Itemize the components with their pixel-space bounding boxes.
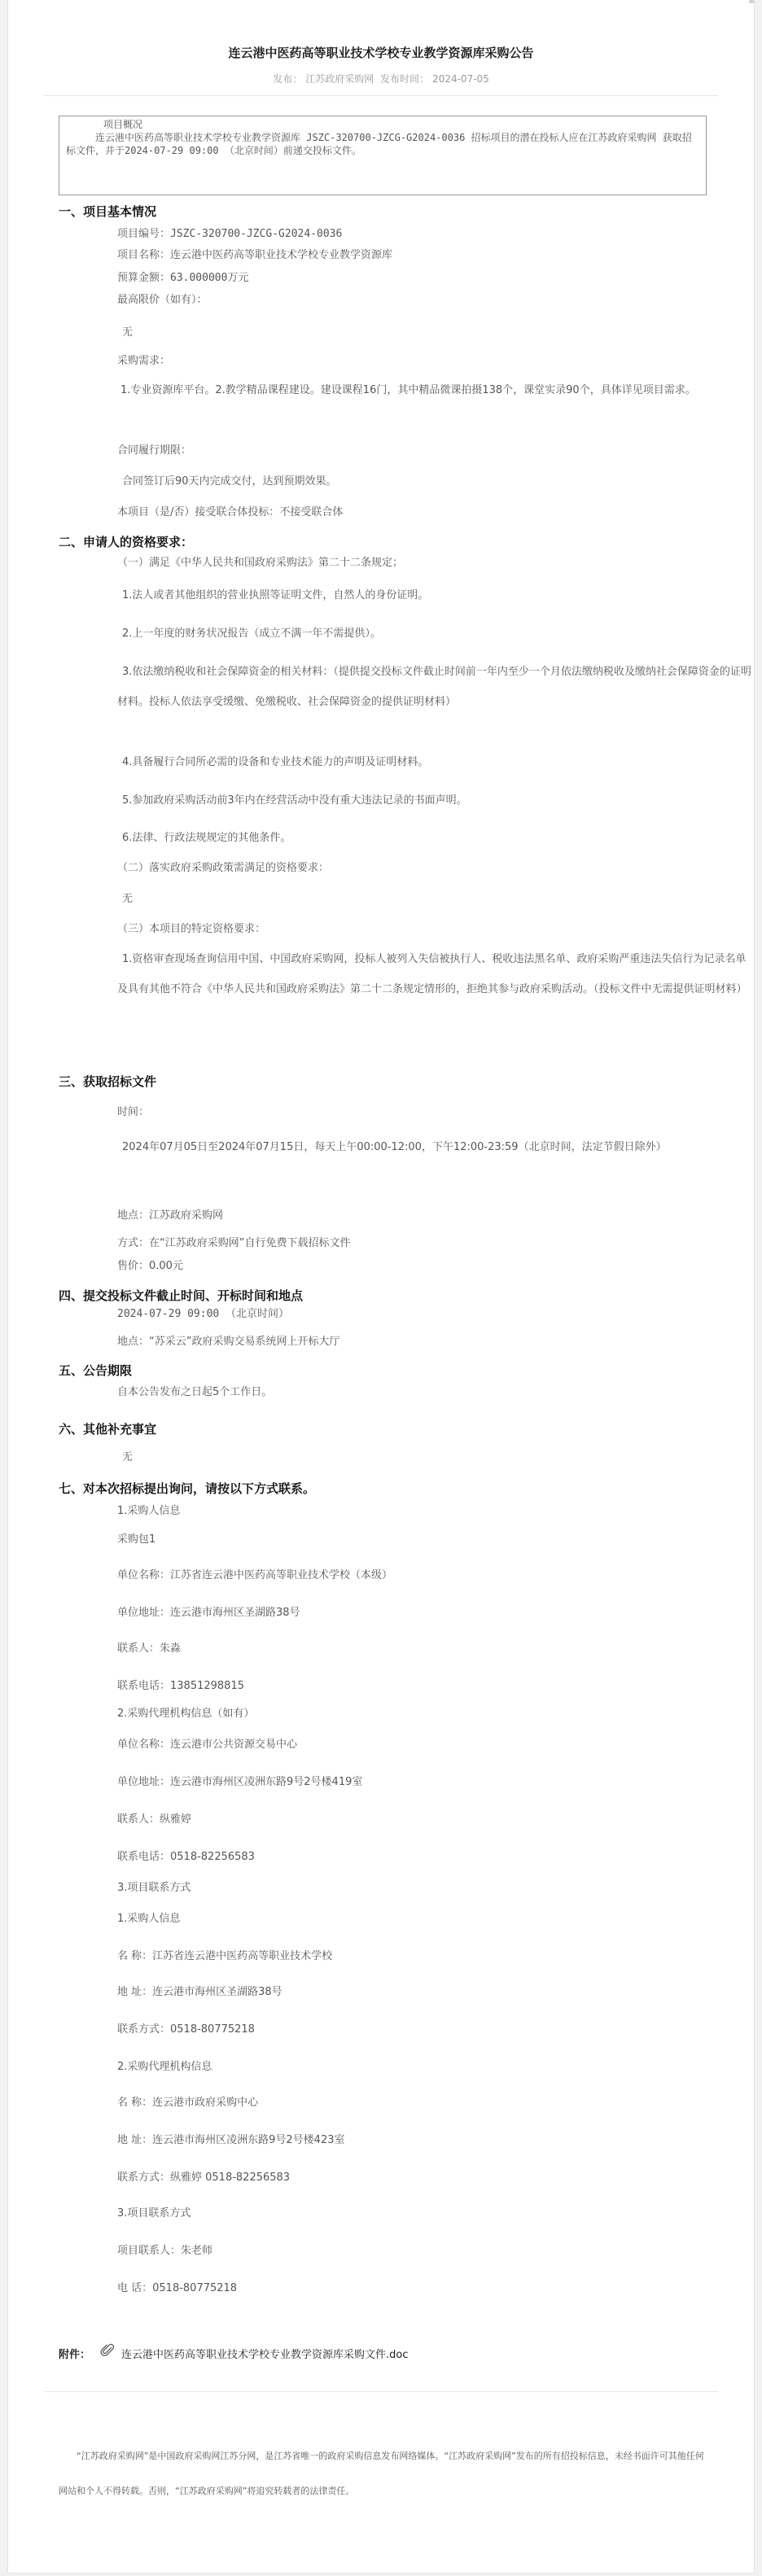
purchase-package: 采购包1 bbox=[117, 1533, 156, 1546]
deadline-time: 2024-07-29 09:00 （北京时间） bbox=[117, 1308, 290, 1320]
project-number: 项目编号：JSZC-320700-JZCG-G2024-0036 bbox=[117, 228, 343, 240]
deadline-place: 地点：“苏采云”政府采购交易系统网上开标大厅 bbox=[117, 1336, 340, 1348]
section-1-heading: 一、项目基本情况 bbox=[59, 204, 157, 219]
purchaser-unit: 单位名称：江苏省连云港中医药高等职业技术学校（本级） bbox=[117, 1569, 393, 1581]
summary-body: 连云港中医药高等职业技术学校专业教学资源库 JSZC-320700-JZCG-G2024-0036 招标项目的潜在投标人应在江苏政府采购网 获取招标文件，并于2024-07-29 09:00 （北京时间）前递交投标文件。 bbox=[66, 132, 692, 156]
contact-purchaser-phone: 联系方式：0518-80775218 bbox=[117, 2023, 255, 2036]
publish-time: 2024-07-05 bbox=[432, 73, 489, 85]
project-contact-phone: 电 话：0518-80775218 bbox=[117, 2282, 238, 2294]
publisher-label: 发布： bbox=[273, 73, 303, 85]
contract-label: 合同履行期限： bbox=[117, 444, 192, 457]
other-matters: 无 bbox=[122, 1451, 134, 1463]
attachment-label: 附件： bbox=[59, 2349, 91, 2361]
section-6-heading: 六、其他补充事宜 bbox=[59, 1422, 157, 1437]
scroll-indicator bbox=[749, 0, 754, 3]
attachment-file-link[interactable]: 连云港中医药高等职业技术学校专业教学资源库采购文件.doc bbox=[121, 2349, 409, 2361]
contact-block-agency-heading: 2.采购代理机构信息 bbox=[117, 2061, 212, 2073]
agency-contact: 联系人：纵雅婷 bbox=[117, 1813, 192, 1826]
qualification-item: 3.依法缴纳税收和社会保障资金的相关材料：（提供提交投标文件截止时间前一年内至少一个月依法缴纳税收及缴纳社会保障资金的证明材料。投标人依法享受缓缴、免缴税收、社会保障资金的提供证明材料） bbox=[117, 666, 751, 708]
contact-agency-phone: 联系方式：纵雅婷 0518-82256583 bbox=[117, 2171, 291, 2184]
contact-block-project-heading: 3.项目联系方式 bbox=[117, 2207, 191, 2220]
qualification-item: 6.法律、行政法规规定的其他条件。 bbox=[122, 832, 291, 844]
needs-text: 1.专业资源库平台。2.教学精品课程建设。建设课程16门，其中精品微课拍摄138个，课堂实录90个，具体详见项目需求。 bbox=[120, 384, 696, 396]
project-contact-heading: 3.项目联系方式 bbox=[117, 1882, 191, 1894]
paperclip-icon bbox=[100, 2342, 116, 2359]
needs-label: 采购需求： bbox=[117, 355, 171, 367]
contract-text: 合同签订后90天内完成交付，达到预期效果。 bbox=[122, 475, 337, 488]
section-7-heading: 七、对本次招标提出询问，请按以下方式联系。 bbox=[59, 1481, 316, 1496]
notice-meta bbox=[8, 72, 754, 85]
obtain-time: 2024年07月05日至2024年07月15日，每天上午00:00-12:00，下午12:00-23:59（北京时间，法定节假日除外） bbox=[122, 1141, 667, 1153]
section-4-heading: 四、提交投标文件截止时间、开标时间和地点 bbox=[59, 1288, 304, 1303]
qualification-item: 2.上一年度的财务状况报告（成立不满一年不需提供）。 bbox=[122, 628, 381, 640]
section-2-heading: 二、申请人的资格要求： bbox=[59, 535, 194, 549]
obtain-method: 方式：在“江苏政府采购网”自行免费下载招标文件 bbox=[117, 1237, 351, 1249]
publisher: 江苏政府采购网 bbox=[305, 73, 374, 85]
section-5-heading: 五、公告期限 bbox=[59, 1363, 133, 1378]
agency-unit: 单位名称：连云港市公共资源交易中心 bbox=[117, 1738, 298, 1751]
max-price-value: 无 bbox=[122, 326, 134, 339]
notice-page bbox=[7, 0, 755, 2574]
contact-purchaser-address: 地 址：连云港市海州区圣湖路38号 bbox=[117, 1986, 282, 1998]
contact-agency-address: 地 址：连云港市海州区凌洲东路9号2号楼423室 bbox=[117, 2134, 345, 2146]
qualification-sub-2-value: 无 bbox=[122, 893, 134, 905]
contact-agency-name: 名 称：连云港市政府采购中心 bbox=[117, 2097, 259, 2109]
consortium-text: 本项目（是/否）接受联合体投标：不接受联合体 bbox=[117, 506, 344, 518]
qualification-item: 4.具备履行合同所必需的设备和专业技术能力的声明及证明材料。 bbox=[122, 756, 429, 768]
agency-address: 单位地址：连云港市海州区凌洲东路9号2号楼419室 bbox=[117, 1776, 363, 1788]
section-3-heading: 三、获取招标文件 bbox=[59, 1074, 157, 1089]
agency-phone: 联系电话：0518-82256583 bbox=[117, 1851, 255, 1863]
project-summary-box bbox=[59, 116, 707, 195]
project-contact-person: 项目联系人：朱老师 bbox=[117, 2245, 213, 2257]
qualification-sub-2: （二）落实政府采购政策需满足的资格要求： bbox=[117, 862, 330, 874]
budget-amount: 预算金额：63.000000万元 bbox=[117, 272, 249, 284]
purchaser-address: 单位地址：连云港市海州区圣湖路38号 bbox=[117, 1607, 300, 1619]
purchaser-contact: 联系人：朱淼 bbox=[117, 1642, 182, 1655]
qualification-item: 1.法人或者其他组织的营业执照等证明文件，自然人的身份证明。 bbox=[122, 589, 429, 601]
summary-title: 项目概况 bbox=[103, 119, 143, 130]
notice-title: 连云港中医药高等职业技术学校专业教学资源库采购公告 bbox=[228, 46, 534, 60]
obtain-price: 售价：0.00元 bbox=[117, 1260, 183, 1272]
qualification-sub-3-text: 1.资格审查现场查询信用中国、中国政府采购网，投标人被列入失信被执行人、税收违法黑名单、政府采购严重违法失信行为记录名单及具有其他不符合《中华人民共和国政府采购法》第二十二条规定情形的，拒绝其参与政府采购活动。（投标文件中无需提供证明材料） bbox=[117, 953, 747, 995]
qualification-sub-1: （一）满足《中华人民共和国政府采购法》第二十二条规定； bbox=[117, 557, 404, 569]
header-divider bbox=[44, 95, 718, 96]
purchaser-info-heading: 1.采购人信息 bbox=[117, 1505, 181, 1517]
copyright-footer: “江苏政府采购网”是中国政府采购网江苏分网，是江苏省唯一的政府采购信息发布网络媒体。“江苏政府采购网”发布的所有招投标信息，未经书面许可其他任何网站和个人不得转载。否则，“江苏政府采购网”将追究转载者的法律责任。 bbox=[59, 2451, 704, 2496]
agency-info-heading: 2.采购代理机构信息（如有） bbox=[117, 1708, 255, 1720]
contact-block-purchaser-heading: 1.采购人信息 bbox=[117, 1913, 181, 1925]
footer-divider bbox=[44, 2391, 718, 2392]
project-name: 项目名称：连云港中医药高等职业技术学校专业教学资源库 bbox=[117, 249, 393, 261]
obtain-time-label: 时间： bbox=[117, 1106, 150, 1118]
notice-period: 自本公告发布之日起5个工作日。 bbox=[117, 1386, 273, 1398]
contact-purchaser-name: 名 称：江苏省连云港中医药高等职业技术学校 bbox=[117, 1950, 333, 1962]
purchaser-phone: 联系电话：13851298815 bbox=[117, 1680, 244, 1692]
obtain-place: 地点：江苏政府采购网 bbox=[117, 1209, 224, 1222]
max-price-label: 最高限价（如有）： bbox=[117, 294, 208, 306]
publish-time-label: 发布时间： bbox=[380, 73, 430, 85]
qualification-item: 5.参加政府采购活动前3年内在经营活动中没有重大违法记录的书面声明。 bbox=[122, 794, 467, 807]
qualification-sub-3: （三）本项目的特定资格要求： bbox=[117, 923, 266, 935]
